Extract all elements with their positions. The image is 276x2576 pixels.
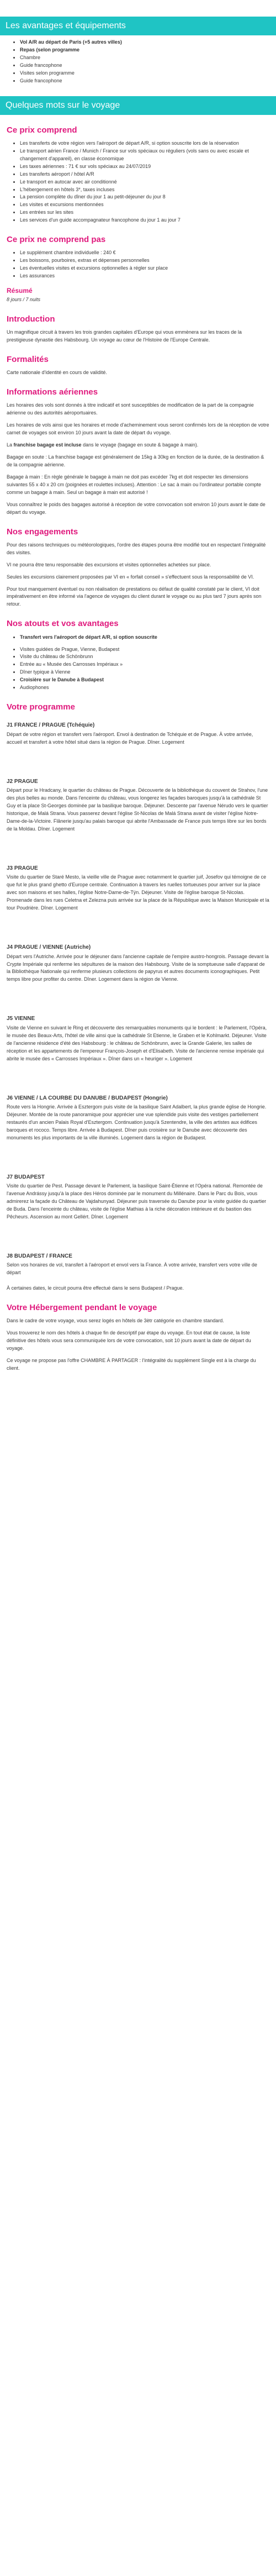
atouts-title: Nos atouts et vos avantages	[7, 619, 119, 629]
list-item: • Les transferts aéroport / hôtel A/R	[20, 171, 269, 178]
heberg-p3: Ce voyage ne propose pas l'offre CHAMBRE À PARTAGER : l'intégralité du supplément Single est à la charge du client.	[7, 1358, 256, 1371]
list-item: • Guide francophone	[20, 77, 269, 85]
list-item: • Les boissons, pourboires, extras et dépenses personnelles	[20, 257, 269, 265]
list-item: • Croisière sur le Danube à Budapest	[20, 676, 269, 684]
info-p1: Les horaires des vols sont donnés à titre indicatif et sont susceptibles de modification de la part de la compagnie aérienne ou des autorités aéroportuaires.	[7, 402, 254, 416]
day-4	[7, 943, 269, 984]
list-item: • Repas (selon programme	[20, 46, 269, 54]
day-text: Visite de Vienne en suivant le Ring et découverte des remarquables monuments qui le bordent : le Parlement, l'Opéra, le musée des Beaux-Arts, l'hôtel de ville ainsi que la cathédrale St Etienne, le Graben et le Kohlmarkt. Déjeuner. Visite de l'ancienne résidence d'été des Habsbourg : le château de Schönbrunn, avec la Grande Galerie, les salles de réception et les appartements de l'empereur François-Joseph et d'Elisabeth. Visite de l'ancienne remise impériale qui abrite le musée des « Carrosses Impériaux ». Dîner dans un « heuriger ». Logement	[7, 1024, 267, 1061]
day-text: Visite du quartier de Pest. Passage devant le Parlement, la basilique Saint-Étienne et l'Opéra national. Remontée de l'avenue Andrássy jusqu'à la place des Héros dominée par le monument du Millénaire. Dans le Parc du Bois, vous admirerez la façade du Château de Vajdahunyad. Déjeuner puis traversée du Danube pour la visite guidée du quartier de Buda. Dans l'enceinte du château, visite de l'église Mathias à la riche décoration intérieure et du bastion des Pêcheurs. Ascension au mont Gellért. Dîner. Logement	[7, 1183, 267, 1219]
eng-p4: Pour tout manquement éventuel ou non réalisation de prestations ou défaut de qualité constaté par le client, VI doit impérativement en être informé via l'agence de voyages du client durant le voyage ou au plus tard 7 jours après son retour.	[7, 586, 262, 607]
list-item: • Les éventuelles visites et excursions optionnelles à régler sur place	[20, 265, 269, 272]
eng-p1: Pour des raisons techniques ou météorologiques, l'ordre des étapes pourra être modifié tout en respectant l'intégralité des visites.	[7, 542, 266, 555]
day-text: Départ pour le Hradcany, le quartier du château de Prague. Découverte de la bibliothèque du couvent de Strahov, l'une des plus belles au monde. Dans l'enceinte du château, vous longerez les façades baroques jusqu'à la cathédrale St Guy et la place St-Georges dominée par la basilique baroque. Déjeuner. Descente par l'avenue Nérudo vers le quartier historique, de Malá Strana. Vous passerez devant l'église St-Nicolas de Malá Strana avant de visiter l'église Notre-Dame-de-la-Victoire. Flânerie jusqu'au palais baroque qui abrite l'Ambassade de France puis temps libre sur les bords de la Moldau. Dîner. Logement	[7, 787, 268, 832]
info-p6: Vous connaîtrez le poids des bagages autorisé à réception de votre convocation soit environ 10 jours avant le date de départ du voyage.	[7, 501, 266, 515]
day-head: J5 VIENNE	[7, 1016, 35, 1022]
day-head: J3 PRAGUE	[7, 865, 38, 871]
info-title: Informations aériennes	[7, 387, 98, 397]
list-item: • Visites selon programme	[20, 70, 269, 77]
route-note: À certaines dates, le circuit pourra être effectué dans le sens Budapest / Prague.	[7, 1285, 184, 1291]
list-item: • Audiophones	[20, 684, 269, 692]
info-p2: Les horaires de vols ainsi que les horaires et mode d'acheminement vous seront confirmés lors de la réception de votre carnet de voyages soit environ 10 jours avant la date de départ du voyage.	[7, 422, 269, 436]
list-item: • Chambre	[20, 54, 269, 62]
day-2	[7, 777, 269, 833]
day-6	[7, 1094, 269, 1142]
day-text: Départ de votre région et transfert vers l'aéroport. Envol à destination de Tchéquie et de Prague. À votre arrivée, accueil et transfert à votre hôtel situé dans la région de Prague. Dîner. Logement	[7, 731, 253, 745]
day-text: Route vers la Hongrie. Arrivée à Esztergom puis visite de la basilique Saint Adalbert, la plus grande église de Hongrie. Déjeuner. Montée de la route panoramique pour apprécier une vue splendide puis visite des vestiges partiellement restaurés d'un ancien Palais Royal d'Esztergom. Continuation jusqu'à Szentendre, la ville des artistes aux édifices baroques et rococo. Temps libre. Arrivée à Budapest. Dîner puis croisière sur le Danube avec découverte des monuments les plus importants de la ville illuminés. Logement dans la région de Budapest.	[7, 1104, 267, 1140]
day-3	[7, 864, 269, 912]
comprend-list	[7, 140, 269, 224]
day-7	[7, 1173, 269, 1221]
voyage-content	[0, 124, 276, 1373]
list-item: • La pension complète du dîner du jour 1 au petit-déjeuner du jour 8	[20, 193, 269, 201]
day-head: J1 FRANCE / PRAGUE (Tchéquie)	[7, 722, 95, 729]
day-head: J4 PRAGUE / VIENNE (Autriche)	[7, 944, 91, 951]
list-item: • Entrée au « Musée des Carrosses Impériaux »	[20, 661, 269, 669]
list-item: • Visites guidées de Prague, Vienne, Budapest	[20, 646, 269, 654]
list-item: • Les taxes aériennes : 71 € sur vols spéciaux au 24/07/2019	[20, 163, 269, 171]
list-item: • Dîner typique à Vienne	[20, 669, 269, 676]
list-item: • Le transport aérien France / Munich / France sur vols spéciaux ou réguliers (vols sans ou avec escale et changement d'appareil), en classe économique	[20, 148, 269, 163]
list-item: • Le transport en autocar avec air conditionné	[20, 178, 269, 186]
day-head: J8 BUDAPEST / FRANCE	[7, 1253, 72, 1259]
band-voyage	[0, 96, 276, 115]
heberg-p2: Vous trouverez le nom des hôtels à chaque fin de descriptif par étape du voyage. En tout état de cause, la liste définitive des hôtels vous sera communiquée lors de votre convocation, soit 10 jours avant la date de départ du voyage.	[7, 1330, 251, 1352]
formal-title: Formalités	[7, 354, 49, 364]
day-text: Selon vos horaires de vol, transfert à l'aéroport et envol vers la France. À votre arrivée, transfert vers votre ville de départ	[7, 1262, 257, 1276]
heberg-title: Votre Hébergement pendant le voyage	[7, 1303, 157, 1313]
day-head: J7 BUDAPEST	[7, 1174, 45, 1180]
formal-text: Carte nationale d'identité en cours de validité.	[7, 370, 107, 376]
eng-title: Nos engagements	[7, 527, 78, 537]
day-text: Départ vers l'Autriche. Arrivée pour le déjeuner dans l'ancienne capitale de l'empire austro-hongrois. Passage devant la Crypte Impériale qui renferme les sépultures de la maison des Habsbourg. Visite de la somptueuse salle d'apparat de la Bibliothèque Nationale qui renferme plusieurs collections de papyrus et autres documents iconographiques. Petit temps libre pour profiter du centre. Dîner. Logement dans la région de Vienne.	[7, 953, 269, 982]
prog-title: Votre programme	[7, 702, 75, 712]
list-item: • L'hébergement en hôtels 3*, taxes incluses	[20, 186, 269, 194]
list-item: • Les visites et excursions mentionnées	[20, 201, 269, 209]
resume-title: Résumé	[7, 287, 33, 295]
info-p5: Bagage à main : En règle générale le bagage à main ne doit pas excéder 7kg et doit respecter les dimensions suivantes 55 x 40 x 20 cm (poignées et roulettes incluses). Attention : Le sac à main ou l'ordinateur portable compte comme un bagage à main. Seul un bagage à main est autorisé !	[7, 474, 261, 495]
list-item: • Guide francophone	[20, 62, 269, 70]
list-item: • Les entrées sur les sites	[20, 209, 269, 217]
exclus-title: Ce prix ne comprend pas	[7, 235, 106, 245]
section-title: Quelques mots sur le voyage	[6, 100, 120, 110]
day-5	[7, 1014, 269, 1063]
section-title: Les avantages et équipements	[6, 21, 126, 30]
eng-p3: Seules les excursions clairement proposées par VI en « forfait conseil » s'effectuent sous la responsabilité de VI.	[7, 574, 254, 580]
avantages-list	[7, 39, 269, 85]
day-head: J2 PRAGUE	[7, 778, 38, 785]
resume-text: 8 jours / 7 nuits	[7, 296, 41, 302]
atouts-top	[7, 634, 269, 642]
comprend-title: Ce prix comprend	[7, 125, 77, 135]
day-1	[7, 721, 269, 746]
atouts-list	[7, 646, 269, 692]
heberg-p1: Dans le cadre de votre voyage, vous serez logés en hôtels de 3ètr catégorie en chambre standard.	[7, 1318, 224, 1324]
list-item: • Transfert vers l'aéroport de départ A/R, si option souscrite	[20, 634, 269, 642]
eng-p2: VI ne pourra être tenu responsable des excursions et visites optionnelles achetées sur place.	[7, 561, 211, 567]
day-text: Visite du quartier de Staré Mesto, la vieille ville de Prague avec notamment le quartier juif, Josefov qui témoigne de ce que fut le plus grand ghetto d'Europe centrale. Continuation à travers les ruelles tortueuses pour arriver sur la place avec son maisons et ses halles, l'église Notre-Dame-de-Týn. Déjeuner. Visite de l'église baroque St-Nicolas. Promenade dans les rues Celetna et Zelezna puis arrivée sur la place de la République avec la Maison Municipale et la tour Poudrière. Dîner. Logement	[7, 874, 269, 911]
info-p3: La franchise bagage est incluse dans le voyage (bagage en soute & bagage à main).	[7, 442, 199, 448]
list-item: • Les assurances	[20, 272, 269, 280]
avantages-content	[0, 39, 276, 85]
list-item: • Visite du château de Schönbrunn	[20, 653, 269, 661]
intro-title: Introduction	[7, 314, 55, 324]
band-avantages	[0, 17, 276, 35]
day-8	[7, 1252, 269, 1277]
exclus-list	[7, 249, 269, 280]
list-item: • Le supplément chambre individuelle : 240 €	[20, 249, 269, 257]
day-head: J6 VIENNE / LA COURBE DU DANUBE / BUDAPEST (Hongrie)	[7, 1095, 168, 1101]
list-item: • Les transferts de votre région vers l'aéroport de départ A/R, si option souscrite lors de la réservation	[20, 140, 269, 148]
list-item: • Vol A/R au départ de Paris (+5 autres villes)	[20, 39, 269, 46]
list-item: • Les services d'un guide accompagnateur francophone du jour 1 au jour 7	[20, 217, 269, 224]
info-p4: Bagage en soute : La franchise bagage est généralement de 15kg à 30kg en fonction de la durée, de la destination & de la compagnie aérienne.	[7, 454, 264, 467]
intro-text: Un magnifique circuit à travers les trois grandes capitales d'Europe qui vous emmènera sur les traces de la prestigieuse dynastie des Habsbourg. Un voyage au cœur de l'Histoire de l'Europe Centrale.	[7, 329, 242, 343]
